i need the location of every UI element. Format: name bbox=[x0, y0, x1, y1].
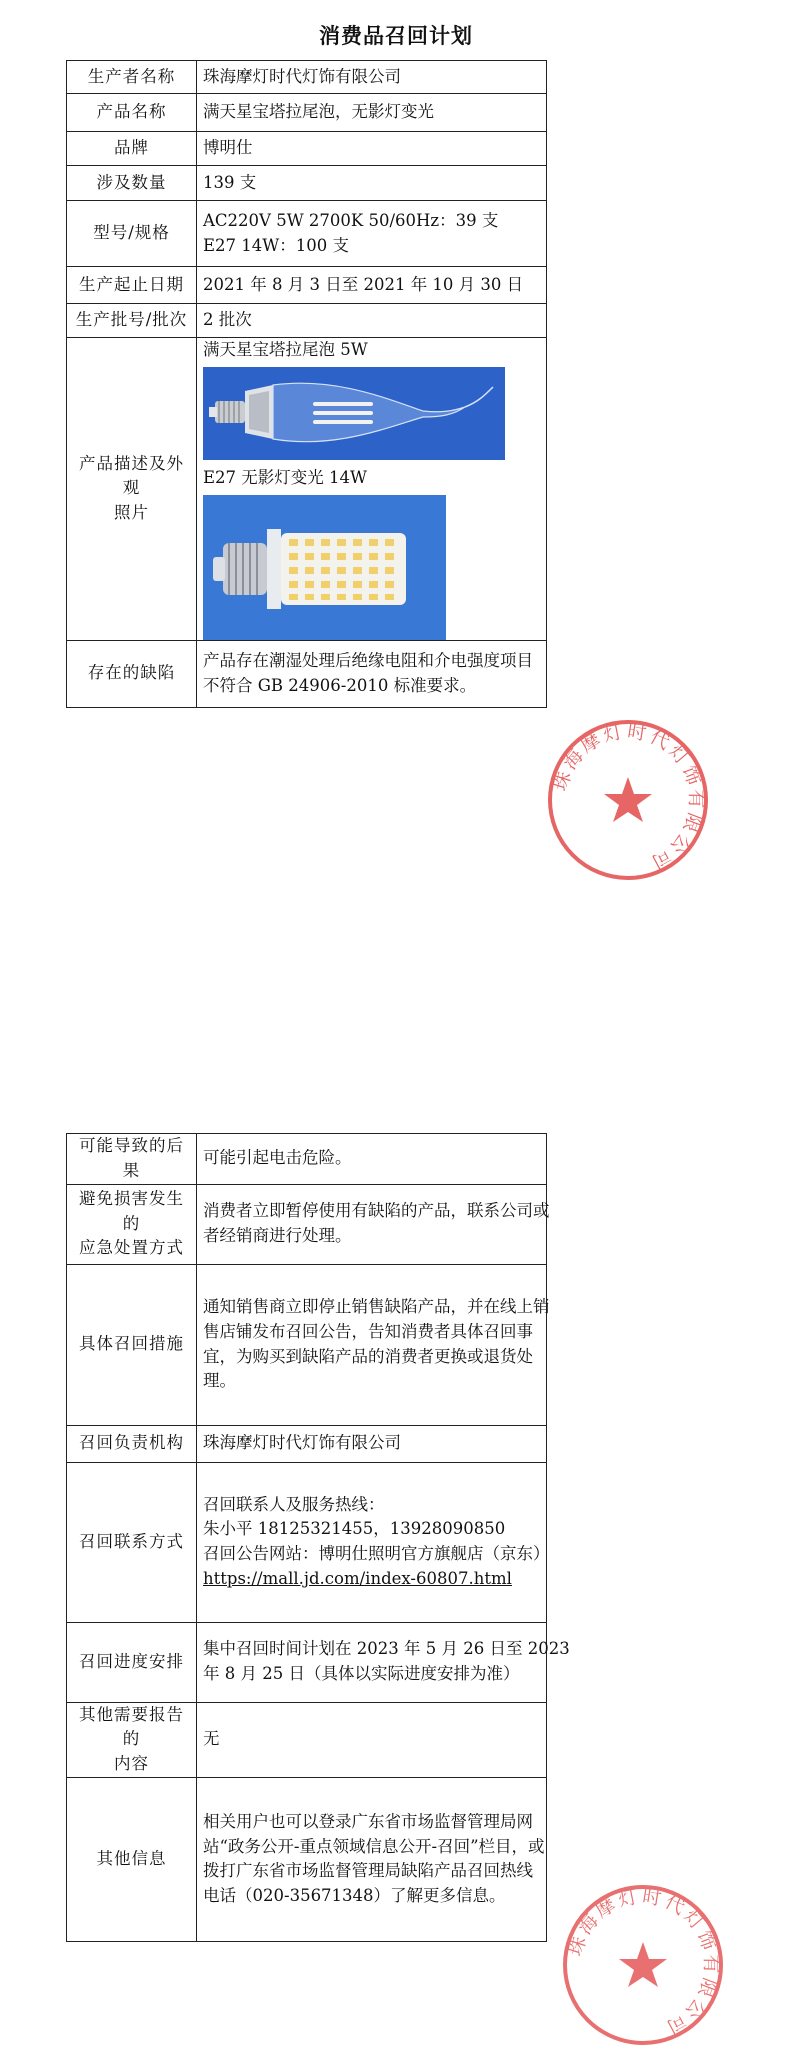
table-row bbox=[67, 201, 547, 267]
production-dates-value: 2021 年 8 月 3 日至 2021 年 10 月 30 日 bbox=[197, 267, 547, 304]
other-report-value: 无 bbox=[197, 1702, 547, 1777]
producer-label: 生产者名称 bbox=[67, 61, 197, 94]
table-row bbox=[67, 1622, 547, 1702]
svg-text:珠海摩灯时代灯饰有限公司: 珠海摩灯时代灯饰有限公司 bbox=[564, 1885, 723, 2040]
corn-bulb-photo bbox=[203, 495, 446, 640]
description-photos-label: 产品描述及外观 照片 bbox=[67, 338, 197, 641]
schedule-value: 集中召回时间计划在 2023 年 5 月 26 日至 2023 年 8 月 25 日（具体以实际进度安排为准） bbox=[197, 1622, 547, 1702]
model-label: 型号/规格 bbox=[67, 201, 197, 267]
batch-value: 2 批次 bbox=[197, 304, 547, 338]
recall-measures-label: 具体召回措施 bbox=[67, 1264, 197, 1425]
producer-value: 珠海摩灯时代灯饰有限公司 bbox=[197, 61, 547, 94]
batch-label: 生产批号/批次 bbox=[67, 304, 197, 338]
table-row bbox=[67, 1702, 547, 1777]
product-photos-cell bbox=[197, 338, 547, 641]
emergency-measures-label: 避免损害发生的 应急处置方式 bbox=[67, 1184, 197, 1264]
document-title: 消费品召回计划 bbox=[319, 24, 473, 48]
product-name-value: 满天星宝塔拉尾泡，无影灯变光 bbox=[197, 94, 547, 132]
table-row bbox=[67, 267, 547, 304]
consequence-label: 可能导致的后果 bbox=[67, 1134, 197, 1185]
schedule-label: 召回进度安排 bbox=[67, 1622, 197, 1702]
product-name-label: 产品名称 bbox=[67, 94, 197, 132]
company-seal-stamp bbox=[558, 1880, 728, 2050]
table-row bbox=[67, 1264, 547, 1425]
table-row bbox=[67, 166, 547, 201]
contact-value: 召回联系人及服务热线： 朱小平 18125321455，13928090850 召回公告网站：博明仕照明官方旗舰店（京东） https://mall.jd.com/index-60807.html bbox=[197, 1462, 547, 1622]
recall-info-table bbox=[66, 60, 547, 708]
model-line: AC220V 5W 2700K 50/60Hz：39 支 bbox=[203, 210, 499, 230]
table-row bbox=[67, 1134, 547, 1185]
candle-bulb-photo bbox=[203, 367, 505, 460]
table-row bbox=[67, 1184, 547, 1264]
recall-measures-table bbox=[66, 1133, 570, 1942]
table-row bbox=[67, 61, 547, 94]
recall-website-link[interactable]: https://mall.jd.com/index-60807.html bbox=[203, 1568, 512, 1588]
recall-measures-value: 通知销售商立即停止销售缺陷产品，并在线上销 售店铺发布召回公告，告知消费者具体召回事 宜，为购买到缺陷产品的消费者更换或退货处 理。 bbox=[197, 1264, 547, 1425]
contact-label: 召回联系方式 bbox=[67, 1462, 197, 1622]
quantity-label: 涉及数量 bbox=[67, 166, 197, 201]
model-value bbox=[197, 201, 547, 267]
responsible-org-label: 召回负责机构 bbox=[67, 1425, 197, 1462]
other-report-label: 其他需要报告的 内容 bbox=[67, 1702, 197, 1777]
table-row bbox=[67, 338, 547, 641]
table-row bbox=[67, 1777, 547, 1941]
other-info-label: 其他信息 bbox=[67, 1777, 197, 1941]
table-row bbox=[67, 304, 547, 338]
consequence-value: 可能引起电击危险。 bbox=[197, 1134, 547, 1185]
brand-label: 品牌 bbox=[67, 132, 197, 166]
defect-value: 产品存在潮湿处理后绝缘电阻和介电强度项目 不符合 GB 24906-2010 标准要求。 bbox=[197, 640, 547, 707]
table-row bbox=[67, 132, 547, 166]
brand-value: 博明仕 bbox=[197, 132, 547, 166]
table-row bbox=[67, 1462, 547, 1622]
responsible-org-value: 珠海摩灯时代灯饰有限公司 bbox=[197, 1425, 547, 1462]
other-info-value: 相关用户也可以登录广东省市场监督管理局网 站“政务公开-重点领域信息公开-召回”栏目，或 拨打广东省市场监督管理局缺陷产品召回热线 电话（020-35671348）了解更多信息。 bbox=[197, 1777, 547, 1941]
svg-text:珠海摩灯时代灯饰有限公司: 珠海摩灯时代灯饰有限公司 bbox=[549, 720, 708, 875]
defect-label: 存在的缺陷 bbox=[67, 640, 197, 707]
table-row bbox=[67, 94, 547, 132]
photo-caption: 满天星宝塔拉尾泡 5W bbox=[203, 340, 368, 359]
quantity-value: 139 支 bbox=[197, 166, 547, 201]
table-row bbox=[67, 640, 547, 707]
photo-caption: E27 无影灯变光 14W bbox=[203, 467, 367, 487]
production-dates-label: 生产起止日期 bbox=[67, 267, 197, 304]
company-seal-stamp bbox=[543, 715, 713, 885]
emergency-measures-value: 消费者立即暂停使用有缺陷的产品，联系公司或 者经销商进行处理。 bbox=[197, 1184, 547, 1264]
model-line: E27 14W：100 支 bbox=[203, 235, 349, 255]
table-row bbox=[67, 1425, 547, 1462]
